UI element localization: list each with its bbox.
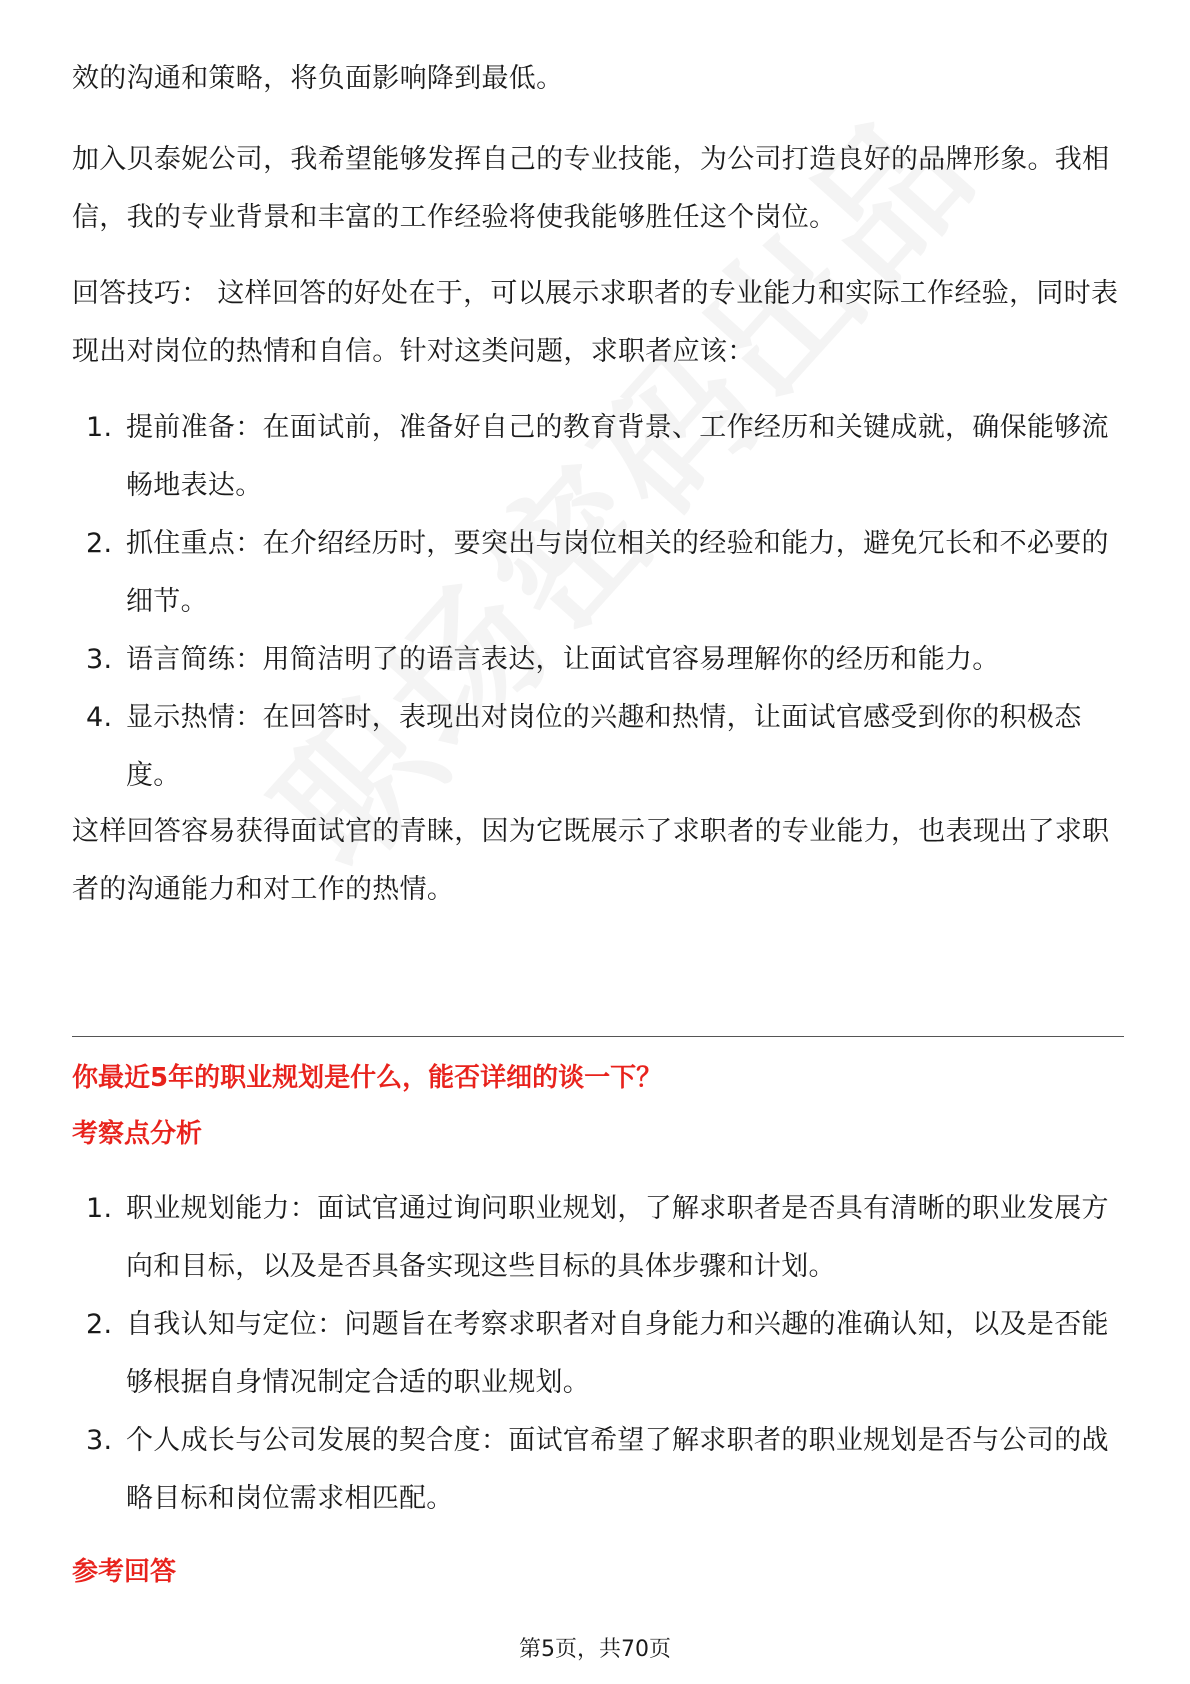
- list-item-text: 个人成长与公司发展的契合度：面试官希望了解求职者的职业规划是否与公司的战略目标和岗位需求相匹配。: [126, 1425, 1109, 1514]
- list-number: 2.: [86, 1309, 113, 1340]
- tips-list: [72, 399, 1124, 805]
- analysis-heading: 考察点分析: [72, 1119, 203, 1149]
- paragraph-company-goal: 加入贝泰妮公司，我希望能够发挥自己的专业技能，为公司打造良好的品牌形象。我相信，我的专业背景和丰富的工作经验将使我能够胜任这个岗位。: [72, 144, 1110, 233]
- list-item: [72, 689, 1124, 805]
- paragraph-summary: 这样回答容易获得面试官的青睐，因为它既展示了求职者的专业能力，也表现出了求职者的沟通能力和对工作的热情。: [72, 816, 1110, 905]
- question-title: 你最近5年的职业规划是什么，能否详细的谈一下？: [72, 1063, 663, 1093]
- list-number: 3.: [86, 1425, 113, 1456]
- list-item-text: 提前准备：在面试前，准备好自己的教育背景、工作经历和关键成就，确保能够流畅地表达。: [126, 412, 1109, 501]
- document-page: [72, 0, 1124, 1684]
- list-item-text: 职业规划能力：面试官通过询问职业规划，了解求职者是否具有清晰的职业发展方向和目标，以及是否具备实现这些目标的具体步骤和计划。: [126, 1193, 1109, 1282]
- list-item: [72, 1296, 1124, 1412]
- list-item: [72, 515, 1124, 631]
- list-item: [72, 399, 1124, 515]
- list-item-text: 自我认知与定位：问题旨在考察求职者对自身能力和兴趣的准确认知，以及是否能够根据自身情况制定合适的职业规划。: [126, 1309, 1109, 1398]
- section-divider: [72, 1036, 1124, 1037]
- paragraph-answer-tips: 回答技巧： 这样回答的好处在于，可以展示求职者的专业能力和实际工作经验，同时表现出对岗位的热情和自信。针对这类问题，求职者应该：: [72, 278, 1119, 367]
- page-footer: 第5页，共70页: [519, 1637, 671, 1662]
- reference-answer-heading: 参考回答: [72, 1557, 177, 1587]
- list-item: [72, 1180, 1124, 1296]
- list-item-text: 语言简练：用简洁明了的语言表达，让面试官容易理解你的经历和能力。: [126, 644, 1000, 675]
- list-number: 1.: [86, 412, 113, 443]
- list-item: [72, 1412, 1124, 1528]
- list-item-text: 显示热情：在回答时，表现出对岗位的兴趣和热情，让面试官感受到你的积极态度。: [126, 702, 1082, 791]
- analysis-list: [72, 1180, 1124, 1528]
- list-number: 3.: [86, 644, 113, 675]
- list-number: 2.: [86, 528, 113, 559]
- list-item-text: 抓住重点：在介绍经历时，要突出与岗位相关的经验和能力，避免冗长和不必要的细节。: [126, 528, 1109, 617]
- list-number: 4.: [86, 702, 113, 733]
- paragraph-continuation: 效的沟通和策略，将负面影响降到最低。: [72, 63, 564, 94]
- list-item: [72, 631, 1124, 689]
- list-number: 1.: [86, 1193, 113, 1224]
